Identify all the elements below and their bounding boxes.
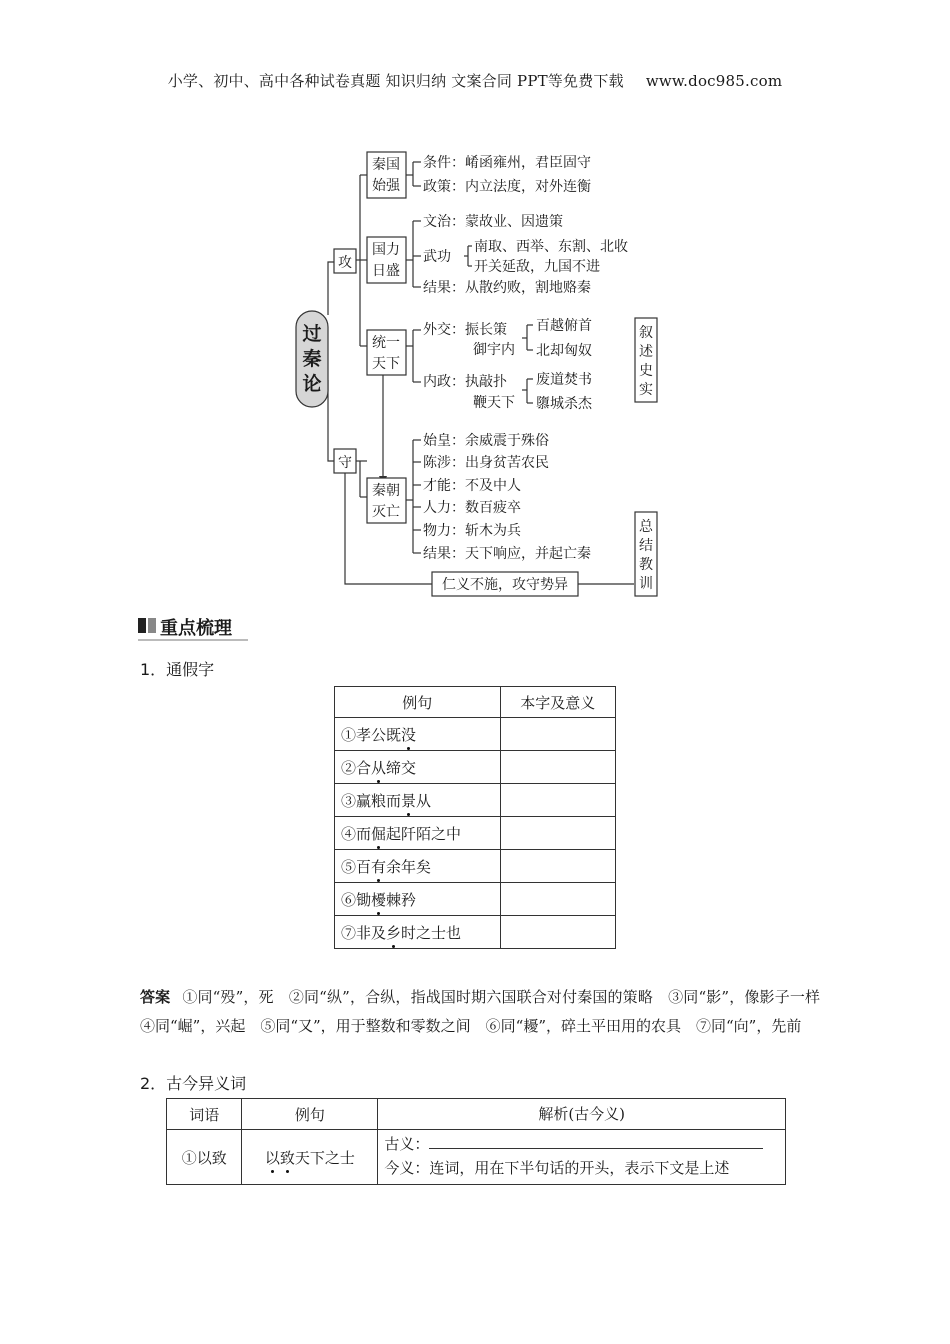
- example-cell: ④而倔起阡陌之中: [335, 817, 501, 850]
- guoli-label-1: 国力: [372, 242, 400, 258]
- answer-cell[interactable]: [500, 817, 615, 850]
- zongjie-char-3: 教: [639, 557, 653, 573]
- table-header: 本字及意义: [500, 687, 615, 718]
- neizheng-item-1: 废道焚书: [536, 372, 592, 388]
- jieguo2-text: 结果：天下响应，并起亡秦: [423, 546, 591, 562]
- table-row: [335, 850, 616, 883]
- zongjie-char-2: 结: [639, 538, 653, 554]
- tongyi-label-1: 统一: [372, 335, 400, 351]
- tongjiazi-table: [334, 686, 616, 949]
- header-url[interactable]: www.doc985.com: [645, 72, 783, 90]
- waijiao-item-1: 百越俯首: [536, 318, 592, 334]
- dotted-char: 没: [401, 725, 417, 744]
- example-cell: 以致天下之士: [242, 1130, 378, 1185]
- root-char-1: 过: [302, 323, 322, 345]
- dotted-char: 有: [371, 857, 387, 876]
- gong-label: 攻: [338, 255, 352, 271]
- zongjie-char-1: 总: [639, 519, 653, 535]
- dotted-char: 景: [401, 791, 417, 810]
- shou-label: 守: [338, 455, 352, 471]
- table-row: [335, 883, 616, 916]
- xushu-char-4: 实: [639, 382, 653, 398]
- wenzhi-text: 文治：蒙故业、因遗策: [423, 214, 563, 230]
- heading-marker-icon: [138, 618, 146, 633]
- table-header: 词语: [167, 1099, 242, 1130]
- shihuang-text: 始皇：余威震于殊俗: [423, 433, 549, 449]
- answer-cell[interactable]: [500, 784, 615, 817]
- xushu-char-1: 叙: [639, 325, 653, 341]
- answer-paragraph: [140, 983, 836, 1041]
- neizheng-text-1: 内政：执敲扑: [423, 374, 507, 390]
- word-cell: ①以致: [167, 1130, 242, 1185]
- tiaojian-text: 条件：崤函雍州，君臣固守: [423, 155, 591, 171]
- table-header: 例句: [335, 687, 501, 718]
- gu-line: [384, 1132, 779, 1156]
- table-row: [335, 718, 616, 751]
- example-cell: ⑦非及乡时之士也: [335, 916, 501, 949]
- zongjie-char-4: 训: [639, 576, 653, 592]
- heading-marker-icon-2: [148, 618, 156, 633]
- sec1-title: 1．通假字: [140, 660, 215, 679]
- root-char-3: 论: [302, 373, 322, 395]
- root-char-2: 秦: [302, 348, 322, 370]
- example-cell: ①孝公既没: [335, 718, 501, 751]
- table-header-row: [335, 687, 616, 718]
- chenshe-text: 陈涉：出身贫苦农民: [423, 455, 549, 471]
- renyi-text: 仁义不施，攻守势异: [442, 577, 568, 593]
- table-row: [335, 751, 616, 784]
- wugong-item-1: 南取、西举、东割、北收: [474, 239, 628, 255]
- mindmap-diagram: [0, 0, 950, 600]
- answer-cell[interactable]: [500, 916, 615, 949]
- jieguo1-text: 结果：从散约败，割地赂秦: [423, 280, 591, 296]
- qinchao-label-1: 秦朝: [372, 483, 400, 499]
- xushu-char-2: 述: [639, 344, 653, 360]
- section-heading-text: 重点梳理: [160, 618, 232, 639]
- header-text: 小学、初中、高中各种试卷真题 知识归纳 文案合同 PPT等免费下载: [167, 72, 624, 90]
- dotted-char: 乡: [386, 923, 402, 942]
- dotted-char: 以: [264, 1148, 280, 1167]
- table-header: 例句: [242, 1099, 378, 1130]
- waijiao-item-2: 北却匈奴: [536, 343, 592, 359]
- zhengce-text: 政策：内立法度，对外连衡: [423, 179, 591, 195]
- table-header: 解析(古今义): [378, 1099, 786, 1130]
- guoli-label-2: 日盛: [372, 263, 400, 279]
- table-row: [167, 1130, 786, 1185]
- xushu-char-3: 史: [639, 363, 653, 379]
- qinguo-label-1: 秦国: [372, 157, 400, 173]
- example-cell: ②合从缔交: [335, 751, 501, 784]
- section-heading: [138, 612, 248, 640]
- neizheng-text-2: 鞭天下: [473, 395, 515, 411]
- answer-cell[interactable]: [500, 718, 615, 751]
- gu-blank[interactable]: [429, 1134, 763, 1149]
- gujin-yiyi-table: [166, 1098, 786, 1185]
- wuli-text: 物力：斩木为兵: [423, 523, 521, 539]
- wugong-item-2: 开关延敌，九国不进: [474, 259, 600, 275]
- example-cell: ⑤百有余年矣: [335, 850, 501, 883]
- answer-text: ①同“殁”，死 ②同“纵”，合纵，指战国时期六国联合对付秦国的策略 ③同“影”，像影子一样 ④同“崛”，兴起 ⑤同“又”，用于整数和零数之间 ⑥同“耰”，碎土平田用的农具 ⑦同“向”，先前: [140, 988, 836, 1035]
- qinchao-label-2: 灭亡: [372, 504, 400, 520]
- gu-label: 古义：: [384, 1135, 430, 1153]
- table-row: [335, 916, 616, 949]
- wugong-text: 武功: [423, 249, 451, 265]
- dotted-char: 致: [279, 1148, 295, 1167]
- qinguo-label-2: 始强: [372, 178, 400, 194]
- jin-line: 今义：连词，用在下半句话的开头，表示下文是上述: [384, 1159, 730, 1177]
- table-header-row: [167, 1099, 786, 1130]
- dotted-char: 倔: [371, 824, 387, 843]
- example-cell: ③赢粮而景从: [335, 784, 501, 817]
- answer-cell[interactable]: [500, 883, 615, 916]
- analysis-cell: [378, 1130, 786, 1185]
- answer-label: 答案: [140, 988, 171, 1006]
- tongyi-label-2: 天下: [372, 356, 400, 372]
- renli-text: 人力：数百疲卒: [423, 500, 521, 516]
- table-row: [335, 784, 616, 817]
- caineng-text: 才能：不及中人: [423, 478, 521, 494]
- waijiao-text-2: 御宇内: [473, 342, 515, 358]
- neizheng-item-2: 隳城杀杰: [536, 396, 592, 412]
- table-row: [335, 817, 616, 850]
- example-cell: ⑥锄櫌棘矜: [335, 883, 501, 916]
- heading-underline: [138, 639, 248, 641]
- dotted-char: 櫌: [371, 890, 387, 909]
- dotted-char: 从: [371, 758, 387, 777]
- answer-cell[interactable]: [500, 850, 615, 883]
- sec2-title: 2．古今异义词: [140, 1074, 247, 1093]
- waijiao-text-1: 外交：振长策: [423, 322, 507, 338]
- answer-cell[interactable]: [500, 751, 615, 784]
